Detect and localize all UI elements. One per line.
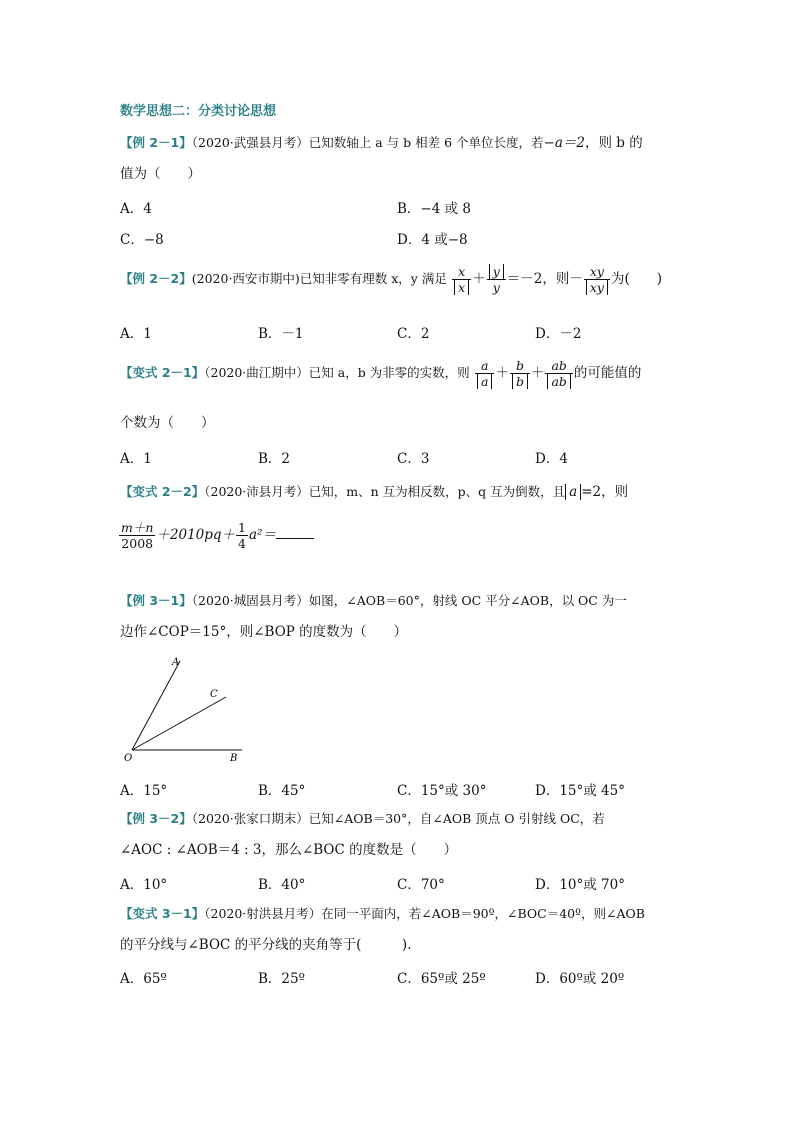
option-b: B．25º (258, 971, 305, 987)
question-var-2-1-line-2: 个数为（ ） (120, 415, 215, 431)
question-var-2-2-line-1 (120, 483, 628, 501)
question-text: 的可能值的 (573, 365, 642, 381)
option-c: C．65º或 25º (397, 971, 486, 987)
question-var-3-1-line-1 (120, 905, 645, 923)
option-a: A．10° (120, 877, 168, 893)
question-text: 为( ) (611, 271, 663, 287)
question-var-2-1-options (120, 447, 680, 465)
option-d: D．4 (535, 451, 568, 467)
option-a: A．65º (120, 971, 167, 987)
option-d: D．－2 (535, 326, 582, 342)
question-text: （2020·射洪县月考）在同一平面内，若∠AOB＝90º，∠BOC＝40º，则∠AOB (204, 906, 645, 921)
fraction: $\frac{x}{x}$ (452, 264, 471, 295)
math-expression: ＋2010pq＋ (156, 527, 236, 543)
label-o: O (124, 753, 133, 764)
fraction: $\frac{b}{b}$ (510, 358, 530, 389)
option-b: B．2 (258, 451, 291, 467)
math-expression: −a＝2 (543, 135, 585, 151)
option-b: B．40° (258, 877, 306, 893)
question-text: （2020·武强县月考）已知数轴上 a 与 b 相差 6 个单位长度，若 (191, 135, 544, 150)
fraction: $\frac{ab}{ab}$ (545, 358, 572, 389)
fraction: $\frac{y}{y}$ (487, 264, 506, 295)
question-2-1-line-2: 值为（ ） (120, 166, 201, 182)
question-text: (2020·西安市期中)已知非零有理数 x，y 满足 (191, 271, 447, 286)
question-text: =2，则 (581, 484, 629, 500)
question-text: ，则 b 的 (585, 135, 643, 151)
question-tag: 【例 2－1】 (120, 135, 192, 150)
label-c: C (210, 689, 218, 700)
question-3-2-line-2: ∠AOC : ∠AOB＝4 : 3，那么∠BOC 的度数是（ ） (120, 842, 458, 858)
question-3-2-line-1 (120, 810, 605, 828)
section-title: 数学思想二：分类讨论思想 (120, 104, 277, 119)
fraction: $\frac{a}{a}$ (475, 358, 494, 389)
question-var-3-1-line-2: 的平分线与∠BOC 的平分线的夹角等于( ). (120, 937, 412, 953)
option-c: C．15°或 30° (397, 783, 487, 799)
fraction: $\frac{xy}{xy}$ (584, 264, 610, 295)
question-tag: 【变式 2－1】 (120, 365, 205, 380)
option-d: D．4 或−8 (397, 232, 468, 248)
label-a: A (172, 657, 180, 668)
question-text: （2020·沛县月考）已知，m、n 互为相反数，p、q 互为倒数，且 (204, 484, 566, 499)
question-3-2-options (120, 873, 680, 891)
option-b: B．−4 或 8 (397, 201, 471, 217)
question-2-1-options (120, 197, 680, 215)
question-2-1-line-1 (120, 134, 643, 152)
question-2-1-options-row-2 (120, 228, 680, 246)
fraction: $\frac{1}{4}$ (238, 520, 246, 551)
question-2-2-line-1: 【例 2－2】(2020·西安市期中)已知非零有理数 x，y 满足 $\frac{x}{x}$ ＋ $\frac{y}{y}$ ＝－2，则－ $\frac{xy}{xy}$ 为( ) (120, 264, 663, 295)
answer-blank[interactable] (276, 524, 314, 539)
question-var-3-1-options (120, 967, 680, 985)
question-2-2-options (120, 322, 680, 340)
question-tag: 【例 3－1】 (120, 593, 192, 608)
question-tag: 【例 2－2】 (120, 271, 192, 286)
angle-diagram (120, 655, 250, 767)
option-d: D．15°或 45° (535, 783, 625, 799)
option-a: A．4 (120, 201, 152, 217)
option-a: A．1 (120, 451, 152, 467)
question-var-2-2-expression (118, 520, 314, 551)
question-text: ＝－2，则－ (506, 271, 583, 287)
option-b: B．－1 (258, 326, 304, 342)
question-tag: 【变式 2－2】 (120, 484, 205, 499)
option-d: D．10°或 70° (535, 877, 625, 893)
option-c: C．2 (397, 326, 430, 342)
question-tag: 【变式 3－1】 (120, 906, 205, 921)
label-b: B (230, 753, 238, 764)
option-a: A．1 (120, 326, 152, 342)
question-3-1-line-2: 边作∠COP＝15°，则∠BOP 的度数为（ ） (120, 624, 408, 640)
fraction: $\frac{m+n}{2008}$ (121, 520, 154, 551)
question-text: （2020·城固县月考）如图，∠AOB＝60°，射线 OC 平分∠AOB，以 OC 为一 (191, 593, 627, 608)
math-expression: a²＝ (249, 527, 276, 543)
question-text: （2020·张家口期末）已知∠AOB＝30°，自∠AOB 顶点 O 引射线 OC，若 (191, 811, 605, 826)
question-var-2-1-line-1: 【变式 2－1】（2020·曲江期中）已知 a，b 为非零的实数，则 $\frac{a}{a}$ ＋ $\frac{b}{b}$ ＋ $\frac{ab}{ab}$ 的可能值的 (120, 358, 642, 389)
question-3-1-options (120, 779, 680, 797)
question-3-1-line-1 (120, 592, 627, 610)
absolute-value: a (565, 484, 581, 500)
option-c: C．3 (397, 451, 430, 467)
option-a: A．15° (120, 783, 168, 799)
question-tag: 【例 3－2】 (120, 811, 192, 826)
angle-figure (120, 655, 250, 771)
question-text: （2020·曲江期中）已知 a，b 为非零的实数，则 (204, 365, 470, 380)
option-c: C．−8 (120, 232, 164, 248)
option-d: D．60º或 20º (535, 971, 625, 987)
option-c: C．70° (397, 877, 445, 893)
option-b: B．45° (258, 783, 306, 799)
